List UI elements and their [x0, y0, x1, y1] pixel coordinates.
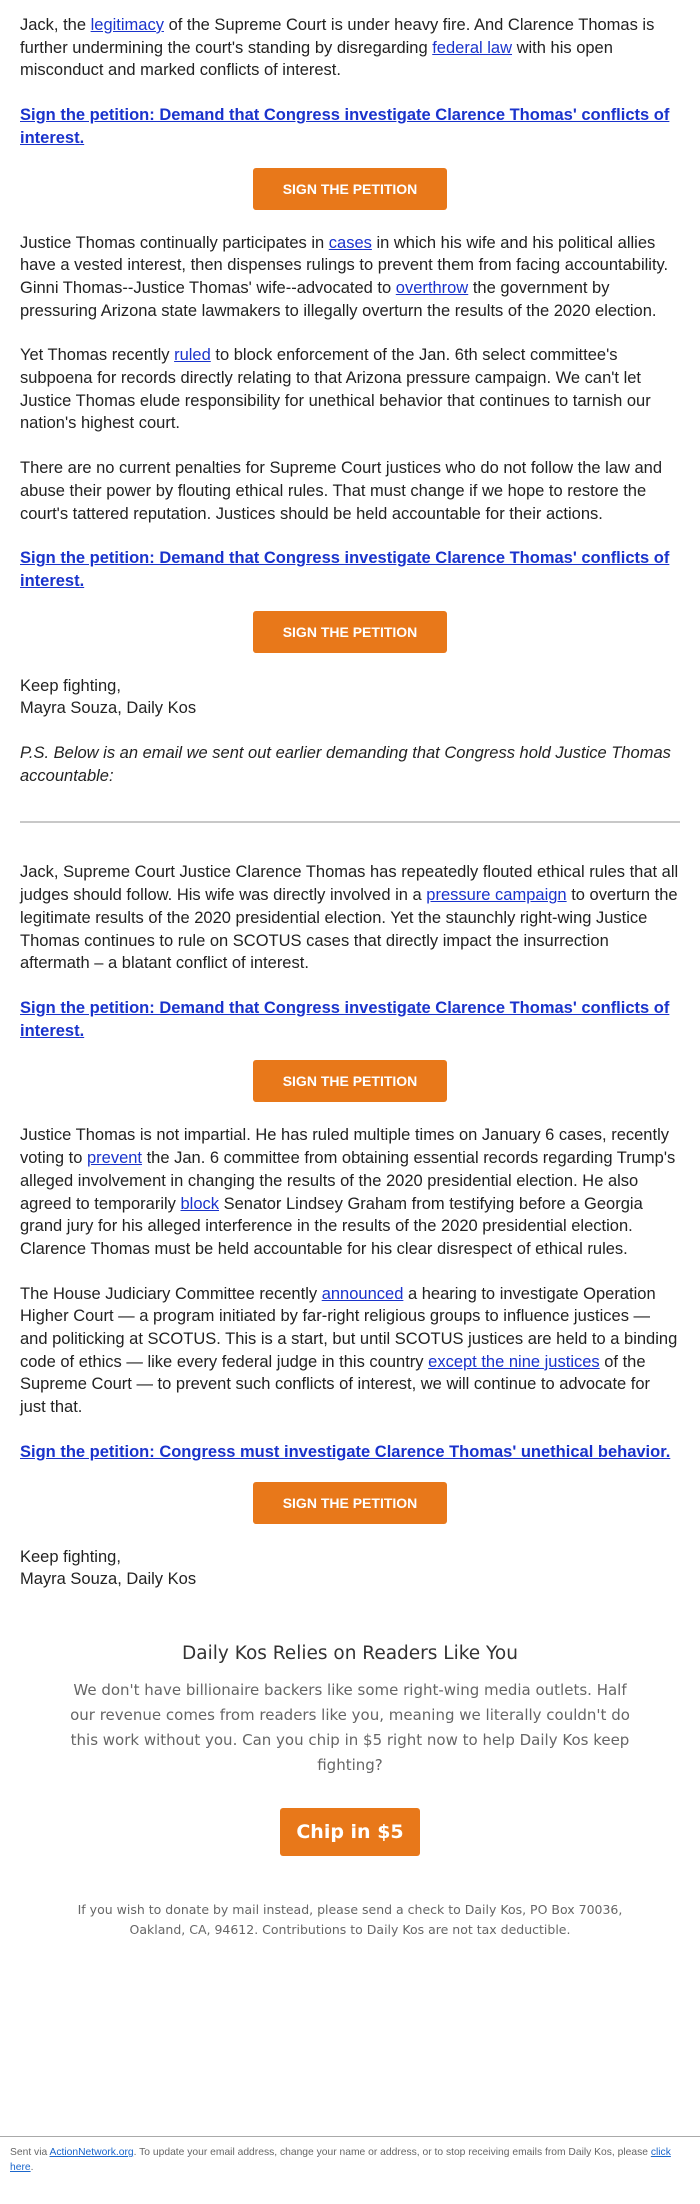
- signoff: Keep fighting, Mayra Souza, Daily Kos: [20, 1547, 197, 1589]
- paragraph: Jack, Supreme Court Justice Clarence Thomas has repeatedly flouted ethical rules that all judges should follow. His wife was directly involved in a pressure campaign to overturn the legitimate results of the 2020 presidential election. Yet the staunchly right-wing Justice Thomas continues to rule on SCOTUS cases that directly impact the insurrection aftermath – a blatant conflict of interest.: [20, 863, 679, 973]
- button-row: [20, 1060, 680, 1102]
- inline-link[interactable]: prevent: [86, 1149, 143, 1168]
- paragraph: Jack, the legitimacy of the Supreme Court is under heavy fire. And Clarence Thomas is further undermining the court's standing by disregarding federal law with his open misconduct and marked conflicts of interest.: [20, 16, 655, 80]
- petition-link[interactable]: Sign the petition: Demand that Congress investigate Clarence Thomas' conflicts of interest.: [20, 998, 670, 1040]
- donation-promo: [20, 1643, 680, 1940]
- inline-link[interactable]: legitimacy: [90, 16, 164, 34]
- paragraph: There are no current penalties for Supreme Court justices who do not follow the law and abuse their power by flouting ethical rules. That must change if we hope to restore the court's tattered reputation. Justices should be held accountable for their actions.: [20, 459, 663, 523]
- inline-link[interactable]: except the nine justices: [428, 1352, 600, 1371]
- button-row: [20, 1482, 680, 1524]
- email-footer: Sent via ActionNetwork.org. To update your email address, change your name or address, or to stop receiving emails from Daily Kos, please click here.: [0, 2136, 700, 2175]
- inline-link[interactable]: ruled: [174, 346, 211, 365]
- unsubscribe-link[interactable]: click here: [10, 2147, 671, 2173]
- postscript: P.S. Below is an email we sent out earlier demanding that Congress hold Justice Thomas accountable:: [20, 744, 671, 785]
- inline-link[interactable]: pressure campaign: [426, 886, 567, 905]
- paragraph: Justice Thomas continually participates in cases in which his wife and his political allies have a vested interest, then dispenses rulings to prevent them from facing accountability. Ginni Thomas--Justice Thomas' wife--advocated to overthrow the government by pressuring Arizona state lawmakers to illegally overturn the results of the 2020 election.: [20, 233, 669, 320]
- sign-petition-button[interactable]: SIGN THE PETITION: [253, 1060, 447, 1102]
- inline-link[interactable]: federal law: [432, 38, 513, 57]
- chip-in-button[interactable]: Chip in $5: [280, 1808, 420, 1856]
- paragraph: Yet Thomas recently ruled to block enforcement of the Jan. 6th select committee's subpoena for records directly relating to that Arizona pressure campaign. We can't let Justice Thomas elude responsibility for unethical behavior that continues to tarnish our nation's highest court.: [20, 346, 651, 433]
- inline-link[interactable]: announced: [321, 1284, 404, 1303]
- button-row: [20, 168, 680, 210]
- button-row: [20, 611, 680, 653]
- signoff: Keep fighting, Mayra Souza, Daily Kos: [20, 676, 197, 718]
- petition-link[interactable]: Sign the petition: Demand that Congress investigate Clarence Thomas' conflicts of interest.: [20, 549, 670, 590]
- sign-petition-button[interactable]: SIGN THE PETITION: [253, 168, 447, 210]
- promo-heading: Daily Kos Relies on Readers Like You: [182, 1642, 518, 1664]
- sign-petition-button[interactable]: SIGN THE PETITION: [253, 611, 447, 653]
- paragraph: Justice Thomas is not impartial. He has ruled multiple times on January 6 cases, recently voting to prevent the Jan. 6 committee from obtaining essential records regarding Trump's alleged involvement in changing the results of the 2020 presidential election. He also agreed to temporarily block Senator Lindsey Graham from testifying before a Georgia grand jury for his alleged interference in the results of the 2020 presidential election. Clarence Thomas must be held accountable for his clear disrespect of ethical rules.: [20, 1126, 676, 1258]
- paragraph: The House Judiciary Committee recently announced a hearing to investigate Operation Higher Court — a program initiated by far-right religious groups to influence justices — and politicking at SCOTUS. This is a start, but until SCOTUS justices are held to a binding code of ethics — like every federal judge in this country except the nine justices of the Supreme Court — to prevent such conflicts of interest, we will continue to advocate for just that.: [20, 1284, 678, 1417]
- inline-link[interactable]: block: [180, 1194, 220, 1213]
- inline-link[interactable]: overthrow: [395, 278, 469, 297]
- actionnetwork-link[interactable]: ActionNetwork.org: [49, 2147, 134, 2158]
- petition-link[interactable]: Sign the petition: Demand that Congress investigate Clarence Thomas' conflicts of interest.: [20, 106, 670, 147]
- petition-link[interactable]: Sign the petition: Congress must investigate Clarence Thomas' unethical behavior.: [20, 1442, 671, 1461]
- mail-donation-note: If you wish to donate by mail instead, please send a check to Daily Kos, PO Box 70036, Oakland, CA, 94612. Contributions to Daily Kos are not tax deductible.: [77, 1901, 623, 1937]
- promo-body: We don't have billionaire backers like some right-wing media outlets. Half our revenue comes from readers like you, meaning we literally couldn't do this work without you. Can you chip in $5 right now to help Daily Kos keep fighting?: [70, 1680, 630, 1774]
- sign-petition-button[interactable]: SIGN THE PETITION: [253, 1482, 447, 1524]
- inline-link[interactable]: cases: [328, 233, 372, 252]
- divider: [20, 821, 680, 823]
